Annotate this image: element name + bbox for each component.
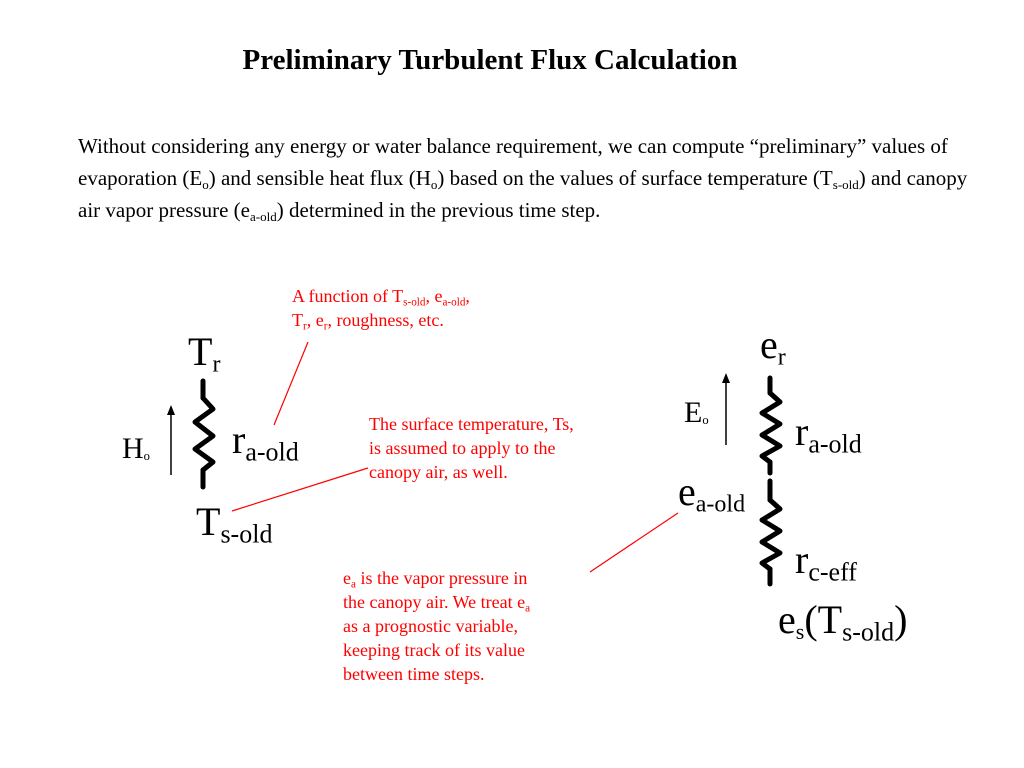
left-resistor [195, 381, 213, 487]
vapor-annotation-line1: $e_a$ is the vapor pressure in [343, 568, 528, 591]
left-flux-arrow [167, 405, 175, 475]
saturation-vapor-pressure-label: $e_s(T_{s-old})$ [778, 597, 908, 647]
vapor-annotation-line2: the canopy air. We treat $e_a$ [343, 592, 531, 615]
intro-paragraph: Without considering any energy or water balance requirement, we can compute “preliminary” values of evaporation $(E_o)$ and sensible heat flux $(H_o)$ based on the values of surface temperature $(T_{s-old})$ and canopy air vapor pressure $(e_{a-old})$ determined in the previous time step. [78, 134, 968, 224]
left-resistance-label: $r_{a-old}$ [232, 417, 299, 467]
right-aerodynamic-resistance-label: $r_{a-old}$ [795, 409, 862, 459]
page-title: Preliminary Turbulent Flux Calculation [242, 44, 738, 76]
function-annotation [292, 284, 470, 332]
function-annotation-line2: $T_r$, $e_r$, roughness, etc. [292, 310, 444, 333]
left-top-temperature-label: $T_r$ [188, 329, 221, 378]
evaporation-flux-label: $E_o$ [684, 396, 709, 429]
canopy-resistance-label: $r_{c-eff}$ [795, 537, 857, 587]
vapor-pointer-line [590, 513, 678, 572]
surface-temperature-annotation: The surface temperature, Ts, is assumed to apply to the canopy air, as well. [369, 414, 574, 482]
function-annotation-line1: A function of $T_{s-old}$, $e_{a-old}$, [292, 286, 470, 309]
right-top-vapor-label: $e_r$ [760, 322, 786, 371]
sensible-heat-flux-label: $H_o$ [122, 432, 150, 465]
right-resistor [762, 378, 780, 584]
function-pointer-line [274, 342, 308, 425]
surface-temperature-label: $T_{s-old}$ [196, 499, 273, 549]
canopy-vapor-pressure-label: $e_{a-old}$ [678, 469, 746, 518]
right-flux-arrow [722, 373, 730, 445]
vapor-pressure-annotation: $e_a$ is the vapor pressure in the canopy air. We treat $e_a$ as a prognostic variable, keeping track of its value between time steps. [343, 568, 531, 684]
